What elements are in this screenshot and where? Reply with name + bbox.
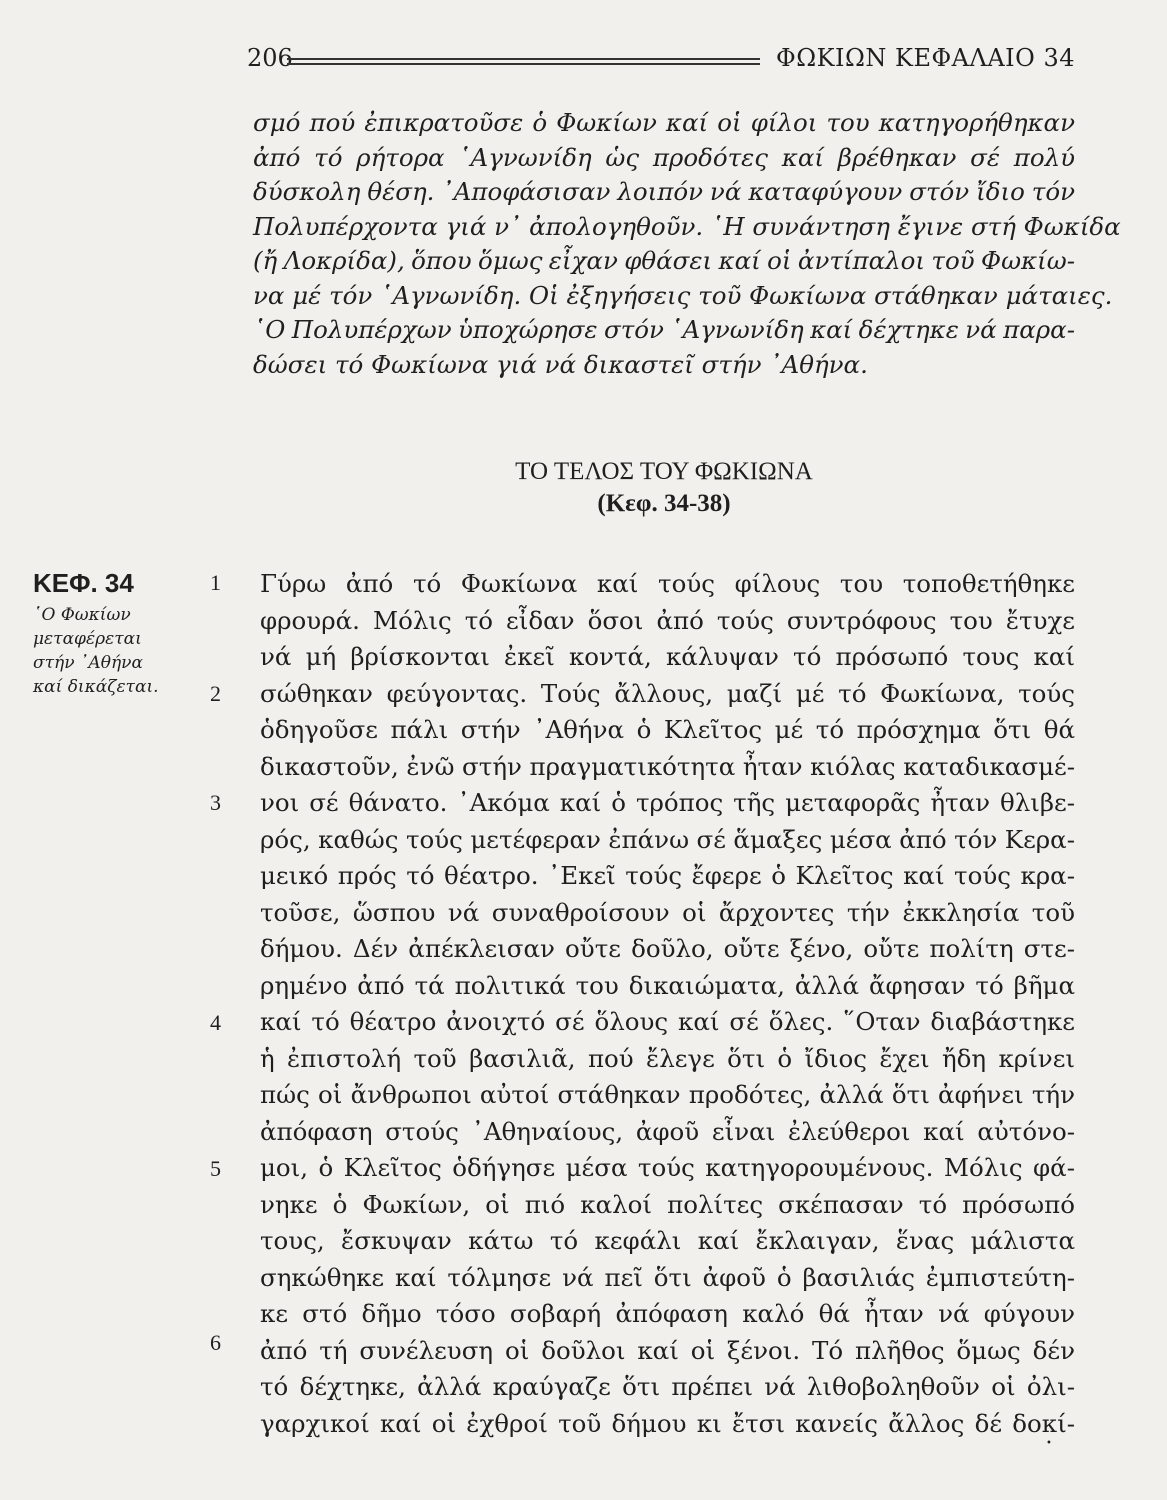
body-line: τους, ἔσκυψαν κάτω τό κεφάλι καί ἔκλαιγαν, ἕνας μάλιστα	[260, 1226, 1075, 1255]
intro-line: ἀπό τό ρήτορα ῾Αγνωνίδη ὡς προδότες καί βρέθηκαν σέ πολύ	[253, 142, 1075, 172]
body-line: γαρχικοί καί οἱ ἐχθροί τοῦ δήμου κι ἔτσι κανείς ἄλλος δέ δοκί-	[260, 1408, 1075, 1438]
body-line: δήμου. Δέν ἀπέκλεισαν οὔτε δοῦλο, οὔτε ξένο, οὔτε πολίτη στε-	[260, 934, 1075, 963]
paragraph-number: 1	[210, 570, 221, 595]
running-head: ΦΩΚΙΩΝ ΚΕΦΑΛΑΙΟ 34	[776, 44, 1075, 72]
page-number: 206	[247, 44, 293, 72]
body-line: ρός, καθώς τούς μετέφεραν ἐπάνω σέ ἅμαξες μέσα ἀπό τόν Κερα-	[260, 824, 1075, 854]
body-line: σώθηκαν φεύγοντας. Τούς ἄλλους, μαζί μέ τό Φωκίωνα, τούς	[260, 678, 1075, 708]
intro-line: να μέ τόν ῾Αγνωνίδη. Οἱ ἐξηγήσεις τοῦ Φωκίωνα στάθηκαν μάταιες.	[253, 280, 1113, 310]
body-line: νά μή βρίσκονται ἐκεῖ κοντά, κάλυψαν τό πρόσωπό τους καί	[260, 642, 1075, 671]
header-rule	[287, 58, 760, 65]
paragraph-number: 5	[210, 1156, 221, 1181]
paragraph-number: 3	[210, 790, 221, 815]
print-speck: •	[1046, 1438, 1052, 1449]
intro-line: (ἤ Λοκρίδα), ὅπου ὅμως εἶχαν φθάσει καί οἱ ἀντίπαλοι τοῦ Φωκίω-	[253, 246, 1075, 275]
body-line: ὁδηγοῦσε πάλι στήν ᾿Αθήνα ὁ Κλεῖτος μέ τό πρόσχημα ὅτι θά	[260, 715, 1075, 744]
body-paragraphs	[260, 566, 1075, 1442]
intro-line: σμό πού ἐπικρατοῦσε ὁ Φωκίων καί οἱ φίλοι του κατηγορήθηκαν	[253, 108, 1075, 137]
paragraph-number: 6	[210, 1330, 221, 1355]
section-title: ΤΟ ΤΕΛΟΣ ΤΟΥ ΦΩΚΙΩΝΑ	[515, 458, 813, 485]
paragraph-number: 2	[210, 681, 221, 706]
intro-line: δώσει τό Φωκίωνα γιά νά δικαστεῖ στήν ᾿Αθήνα.	[253, 349, 868, 379]
body-line: ἡ ἐπιστολή τοῦ βασιλιᾶ, πού ἔλεγε ὅτι ὁ ἴδιος ἔχει ἤδη κρίνει	[260, 1043, 1075, 1073]
body-line: τό δέχτηκε, ἀλλά κραύγαζε ὅτι πρέπει νά λιθοβοληθοῦν οἱ ὀλι-	[260, 1372, 1075, 1401]
intro-line: ῾Ο Πολυπέρχων ὑποχώρησε στόν ῾Αγνωνίδη καί δέχτηκε νά παρα-	[253, 315, 1075, 344]
margin-line: μεταφέρεται	[33, 629, 142, 649]
paragraph-number: 4	[210, 1010, 221, 1035]
body-line: κε στό δῆμο τόσο σοβαρή ἀπόφαση καλό θά ἦταν νά φύγουν	[260, 1299, 1075, 1328]
page-header	[247, 38, 1075, 78]
body-line: φρουρά. Μόλις τό εἶδαν ὅσοι ἀπό τούς συντρόφους του ἔτυχε	[260, 605, 1075, 635]
body-line: μοι, ὁ Κλεῖτος ὁδήγησε μέσα τούς κατηγορουμένους. Μόλις φά-	[260, 1153, 1075, 1182]
body-line: πώς οἱ ἄνθρωποι αὐτοί στάθηκαν προδότες, ἀλλά ὅτι ἀφήνει τήν	[260, 1080, 1075, 1109]
body-line: νοι σέ θάνατο. ᾿Ακόμα καί ὁ τρόπος τῆς μεταφορᾶς ἦταν θλιβε-	[260, 788, 1075, 817]
margin-line: ῾Ο Φωκίων	[33, 605, 131, 625]
body-line: δικαστοῦν, ἐνῶ στήν πραγματικότητα ἦταν κιόλας καταδικασμέ-	[260, 751, 1075, 781]
intro-line: Πολυπέρχοντα γιά ν᾿ ἀπολογηθοῦν. ῾Η συνάντηση ἔγινε στή Φωκίδα	[253, 211, 1121, 241]
body-line: ρημένο ἀπό τά πολιτικά του δικαιώματα, ἀλλά ἄφησαν τό βῆμα	[260, 970, 1075, 1000]
body-line: σηκώθηκε καί τόλμησε νά πεῖ ὅτι ἀφοῦ ὁ βασιλιάς ἐμπιστεύτη-	[260, 1262, 1075, 1292]
margin-line: στήν ᾿Αθήνα	[33, 653, 143, 673]
margin-summary	[33, 603, 193, 699]
body-line: ἀπόφαση στούς ᾿Αθηναίους, ἀφοῦ εἶναι ἐλεύθεροι καί αὐτόνο-	[260, 1116, 1075, 1146]
body-line: μεικό πρός τό θέατρο. ᾿Εκεῖ τούς ἔφερε ὁ Κλεῖτος καί τούς κρα-	[260, 861, 1075, 890]
intro-line: δύσκολη θέση. ᾿Αποφάσισαν λοιπόν νά καταφύγουν στόν ἴδιο τόν	[253, 177, 1075, 206]
intro-paragraph	[253, 106, 1121, 382]
body-line: τοῦσε, ὥσπου νά συναθροίσουν οἱ ἄρχοντες τήν ἐκκλησία τοῦ	[260, 897, 1075, 927]
section-subtitle: (Κεφ. 34-38)	[597, 490, 731, 517]
margin-note	[33, 568, 193, 699]
body-line: ἀπό τή συνέλευση οἱ δοῦλοι καί οἱ ξένοι. Τό πλῆθος ὅμως δέν	[260, 1335, 1075, 1365]
margin-line: καί δικάζεται.	[33, 677, 159, 697]
body-line: καί τό θέατρο ἀνοιχτό σέ ὅλους καί σέ ὅλες. ῞Οταν διαβάστηκε	[260, 1007, 1075, 1036]
body-line: νηκε ὁ Φωκίων, οἱ πιό καλοί πολίτες σκέπασαν τό πρόσωπό	[260, 1189, 1075, 1219]
body-line: Γύρω ἀπό τό Φωκίωνα καί τούς φίλους του τοποθετήθηκε	[260, 569, 1075, 598]
margin-heading: ΚΕΦ. 34	[33, 568, 134, 598]
